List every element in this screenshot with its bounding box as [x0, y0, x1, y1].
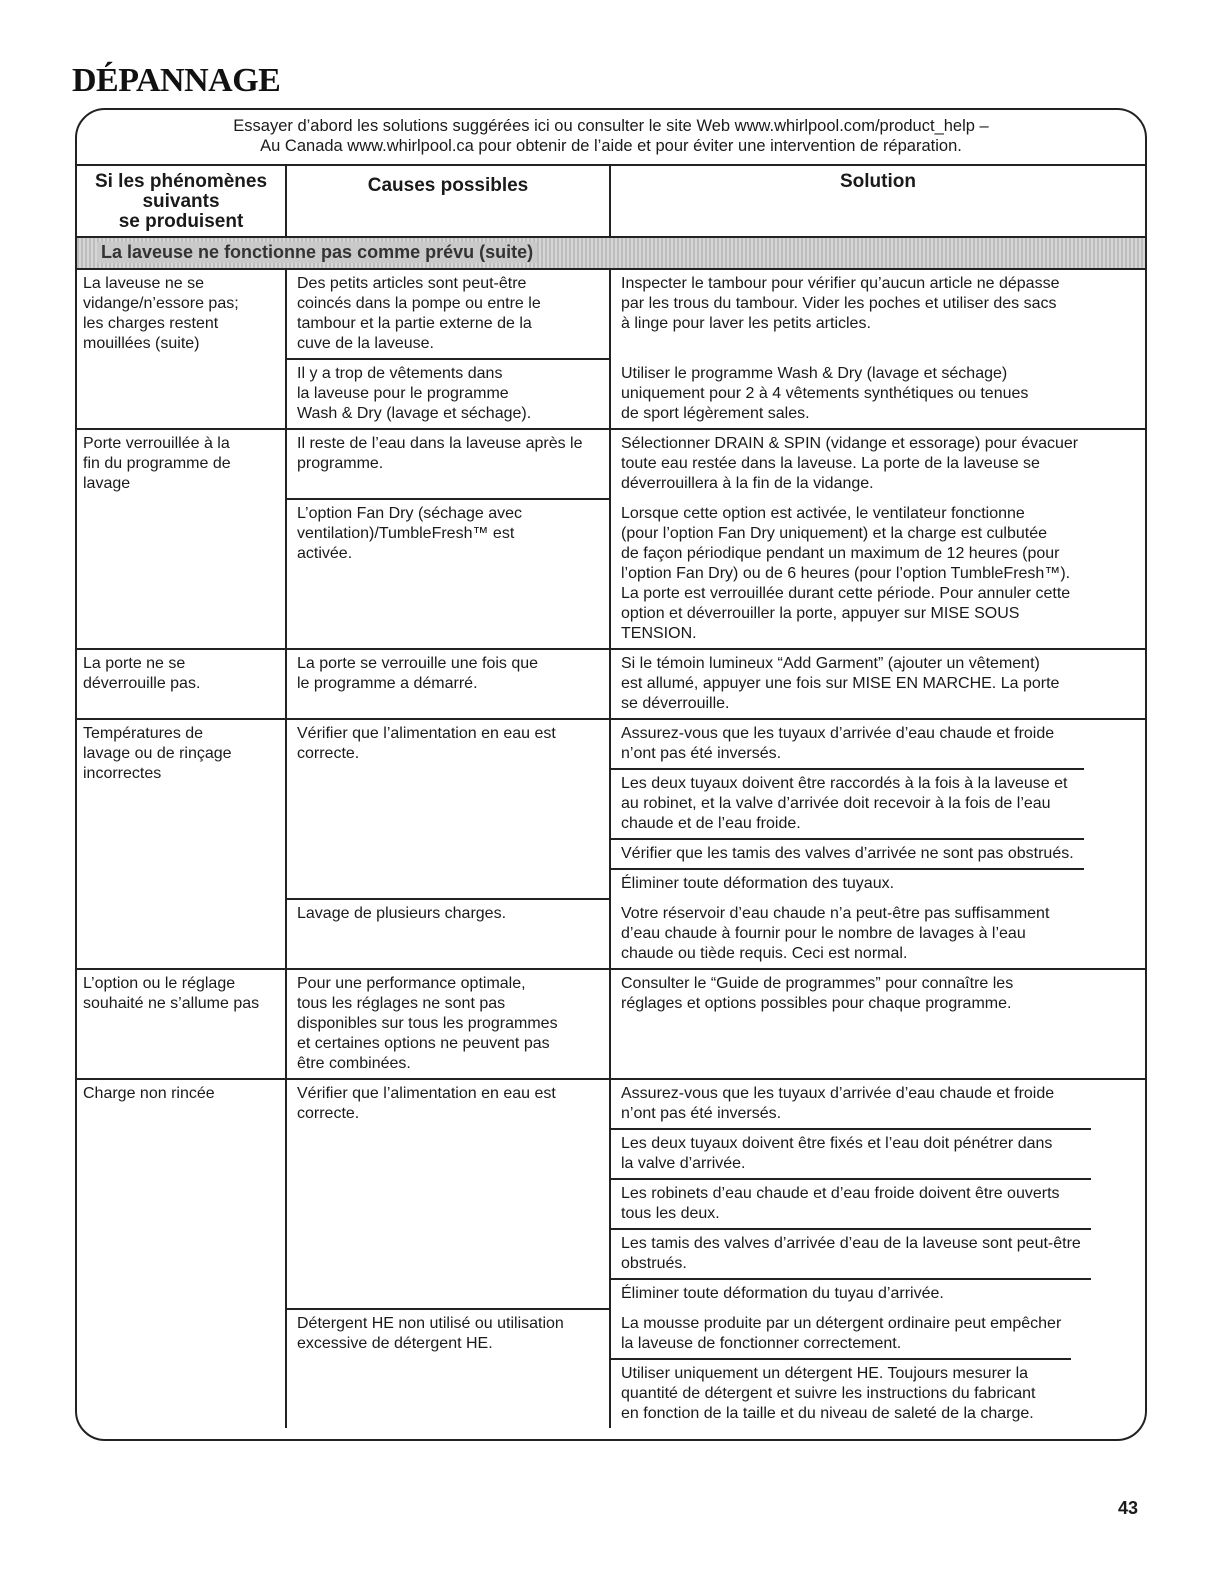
cause-cell — [287, 1080, 611, 1308]
symptom-line: Charge non rincée — [83, 1085, 215, 1102]
solution-line: l’option Fan Dry) ou de 6 heures (pour l’option TumbleFresh™). — [621, 565, 1071, 582]
cause-cell — [287, 430, 611, 498]
solution-cell — [611, 650, 1069, 718]
solution-cell — [611, 720, 1084, 770]
section-heading: La laveuse ne fonctionne pas comme prévu (suite) — [97, 242, 537, 263]
cause-solution-group — [287, 270, 1060, 428]
solution-line: déverrouillera à la fin de la vidange. — [621, 475, 874, 492]
header-solution: Solution — [611, 166, 1145, 238]
cause-line: coincés dans la pompe ou entre le — [297, 295, 541, 312]
cause-solution-group — [287, 720, 1074, 968]
header-symptoms — [77, 166, 287, 238]
table-row — [77, 720, 1145, 970]
cause-cell — [287, 1310, 611, 1428]
cause-line: La porte se verrouille une fois que — [297, 655, 539, 672]
table-row — [77, 1080, 1145, 1428]
solution-line: de façon périodique pendant un maximum de 12 heures (pour — [621, 545, 1060, 562]
solution-group — [611, 360, 1038, 428]
solution-line: se déverrouille. — [621, 695, 730, 712]
symptom-cell — [77, 970, 287, 1078]
solution-cell — [611, 500, 1080, 648]
cause-line: Il reste de l’eau dans la laveuse après le — [297, 435, 583, 452]
solution-line: tous les deux. — [621, 1205, 720, 1222]
solution-cell — [611, 970, 1023, 1018]
cause-cell — [287, 650, 611, 718]
solution-line: en fonction de la taille et du niveau de saleté de la charge. — [621, 1405, 1034, 1422]
cause-row — [287, 1080, 1081, 1310]
cause-line: Vérifier que l’alimentation en eau est — [297, 1085, 556, 1102]
solution-line: Les tamis des valves d’arrivée d’eau de la laveuse sont peut-être — [621, 1235, 1081, 1252]
solution-group — [611, 430, 1088, 498]
cause-line: excessive de détergent HE. — [297, 1335, 493, 1352]
solution-line: uniquement pour 2 à 4 vêtements synthétiques ou tenues — [621, 385, 1029, 402]
cause-row — [287, 270, 1060, 360]
solution-line: Vérifier que les tamis des valves d’arrivée ne sont pas obstrués. — [621, 845, 1074, 862]
solution-group — [611, 970, 1023, 1078]
solution-line: n’ont pas été inversés. — [621, 1105, 782, 1122]
cause-line: tambour et la partie externe de la — [297, 315, 532, 332]
table-row — [77, 270, 1145, 430]
table-body — [77, 270, 1145, 1428]
cause-line: tous les réglages ne sont pas — [297, 995, 506, 1012]
cause-line: L’option Fan Dry (séchage avec — [297, 505, 523, 522]
solution-line: La mousse produite par un détergent ordinaire peut empêcher — [621, 1315, 1062, 1332]
solution-line: (pour l’option Fan Dry uniquement) et la charge est culbutée — [621, 525, 1048, 542]
cause-row — [287, 1310, 1062, 1428]
cause-row — [287, 430, 1079, 500]
cause-line: Détergent HE non utilisé ou utilisation — [297, 1315, 564, 1332]
solution-group — [611, 650, 1069, 718]
cause-line: être combinées. — [297, 1055, 411, 1072]
cause-line: Wash & Dry (lavage et séchage). — [297, 405, 532, 422]
cause-line: Des petits articles sont peut-être — [297, 275, 527, 292]
solution-line: option et déverrouiller la porte, appuyer sur MISE SOUS — [621, 605, 1020, 622]
cause-line: programme. — [297, 455, 384, 472]
solution-cell — [611, 1310, 1071, 1360]
symptom-cell — [77, 430, 287, 648]
solution-line: la laveuse de fonctionner correctement. — [621, 1335, 902, 1352]
cause-cell — [287, 720, 611, 898]
solution-line: Assurez-vous que les tuyaux d’arrivée d’eau chaude et froide — [621, 1085, 1055, 1102]
header-symptoms-line: Si les phénomènes — [94, 171, 268, 192]
symptom-line: La laveuse ne se — [83, 275, 204, 292]
solution-cell — [611, 1280, 1091, 1308]
solution-line: Lorsque cette option est activée, le ventilateur fonctionne — [621, 505, 1025, 522]
intro-line: Essayer d’abord les solutions suggérées ici ou consulter le site Web www.whirlpool.com/product_help – — [233, 117, 989, 135]
solution-line: Si le témoin lumineux “Add Garment” (ajouter un vêtement) — [621, 655, 1040, 672]
cause-solution-group — [287, 650, 1060, 718]
symptom-line: déverrouille pas. — [83, 675, 201, 692]
solution-line: TENSION. — [621, 625, 697, 642]
symptom-line: mouillées (suite) — [83, 335, 200, 352]
symptom-cell — [77, 650, 287, 718]
symptom-line: incorrectes — [83, 765, 162, 782]
solution-line: Inspecter le tambour pour vérifier qu’aucun article ne dépasse — [621, 275, 1060, 292]
solution-cell — [611, 840, 1084, 870]
solution-line: chaude ou tiède requis. Ceci est normal. — [621, 945, 908, 962]
cause-cell — [287, 500, 611, 648]
solution-line: Assurez-vous que les tuyaux d’arrivée d’eau chaude et froide — [621, 725, 1055, 742]
cause-line: activée. — [297, 545, 353, 562]
symptom-line: fin du programme de — [83, 455, 231, 472]
solution-cell — [611, 1080, 1091, 1130]
section-heading-bar — [77, 238, 1145, 270]
cause-line: correcte. — [297, 745, 360, 762]
solution-cell — [611, 430, 1088, 498]
cause-row — [287, 900, 1050, 968]
solution-line: Les deux tuyaux doivent être raccordés à la fois à la laveuse et — [621, 775, 1068, 792]
solution-line: à linge pour laver les petits articles. — [621, 315, 871, 332]
solution-group — [611, 500, 1080, 648]
solution-group — [611, 1310, 1071, 1428]
cause-line: correcte. — [297, 1105, 360, 1122]
solution-line: Utiliser uniquement un détergent HE. Toujours mesurer la — [621, 1365, 1029, 1382]
troubleshooting-frame — [75, 108, 1147, 1441]
cause-row — [287, 650, 1060, 718]
solution-line: Les robinets d’eau chaude et d’eau froide doivent être ouverts — [621, 1185, 1060, 1202]
solution-line: quantité de détergent et suivre les instructions du fabricant — [621, 1385, 1036, 1402]
symptom-cell — [77, 270, 287, 428]
solution-line: Les deux tuyaux doivent être fixés et l’eau doit pénétrer dans — [621, 1135, 1053, 1152]
solution-line: Votre réservoir d’eau chaude n’a peut-être pas suffisamment — [621, 905, 1050, 922]
solution-line: Éliminer toute déformation des tuyaux. — [621, 875, 895, 892]
cause-cell — [287, 900, 611, 968]
cause-cell — [287, 360, 611, 428]
cause-line: Vérifier que l’alimentation en eau est — [297, 725, 556, 742]
solution-cell — [611, 900, 1059, 968]
solution-line: La porte est verrouillée durant cette période. Pour annuler cette — [621, 585, 1071, 602]
table-header — [77, 166, 1145, 238]
solution-line: par les trous du tambour. Vider les poches et utiliser des sacs — [621, 295, 1057, 312]
cause-line: Pour une performance optimale, — [297, 975, 526, 992]
header-symptoms-line: suivants — [142, 191, 220, 212]
cause-solution-group — [287, 430, 1079, 648]
intro-text — [77, 110, 1145, 166]
cause-row — [287, 970, 1014, 1078]
page-number: 43 — [1118, 1498, 1139, 1518]
symptom-line: La porte ne se — [83, 655, 186, 672]
cause-cell — [287, 970, 611, 1078]
symptom-line: les charges restent — [83, 315, 219, 332]
solution-group — [611, 900, 1059, 968]
solution-group — [611, 720, 1084, 898]
solution-line: toute eau restée dans la laveuse. La porte de la laveuse se — [621, 455, 1040, 472]
symptom-line: L’option ou le réglage — [83, 975, 236, 992]
solution-line: Utiliser le programme Wash & Dry (lavage et séchage) — [621, 365, 1008, 382]
symptom-line: Températures de — [83, 725, 204, 742]
symptom-line: lavage ou de rinçage — [83, 745, 232, 762]
symptom-line: vidange/n’essore pas; — [83, 295, 239, 312]
solution-line: chaude et de l’eau froide. — [621, 815, 801, 832]
cause-line: cuve de la laveuse. — [297, 335, 434, 352]
header-causes: Causes possibles — [287, 166, 611, 238]
header-symptoms-line: se produisent — [118, 211, 244, 232]
solution-cell — [611, 360, 1038, 428]
cause-row — [287, 360, 1029, 428]
cause-line: Il y a trop de vêtements dans — [297, 365, 503, 382]
cause-line: disponibles sur tous les programmes — [297, 1015, 558, 1032]
cause-line: Lavage de plusieurs charges. — [297, 905, 507, 922]
solution-line: réglages et options possibles pour chaque programme. — [621, 995, 1012, 1012]
solution-line: est allumé, appuyer une fois sur MISE EN MARCHE. La porte — [621, 675, 1060, 692]
solution-cell — [611, 1130, 1091, 1180]
solution-line: n’ont pas été inversés. — [621, 745, 782, 762]
solution-line: d’eau chaude à fournir pour le nombre de lavages à l’eau — [621, 925, 1026, 942]
solution-cell — [611, 770, 1084, 840]
table-row — [77, 970, 1145, 1080]
solution-line: au robinet, et la valve d’arrivée doit recevoir à la fois de l’eau — [621, 795, 1051, 812]
cause-solution-group — [287, 1080, 1081, 1428]
solution-line: Consulter le “Guide de programmes” pour connaître les — [621, 975, 1014, 992]
symptom-line: Porte verrouillée à la — [83, 435, 230, 452]
solution-group — [611, 270, 1069, 358]
cause-cell — [287, 270, 611, 358]
solution-cell — [611, 1180, 1091, 1230]
solution-line: la valve d’arrivée. — [621, 1155, 746, 1172]
solution-cell — [611, 1230, 1091, 1280]
cause-row — [287, 720, 1074, 900]
cause-row — [287, 500, 1071, 648]
symptom-cell — [77, 1080, 287, 1428]
solution-line: Sélectionner DRAIN & SPIN (vidange et essorage) pour évacuer — [621, 435, 1079, 452]
symptom-cell — [77, 720, 287, 968]
symptom-line: souhaité ne s’allume pas — [83, 995, 260, 1012]
table-row — [77, 650, 1145, 720]
cause-solution-group — [287, 970, 1014, 1078]
symptom-line: lavage — [83, 475, 131, 492]
cause-line: le programme a démarré. — [297, 675, 478, 692]
solution-cell — [611, 1360, 1071, 1428]
cause-line: la laveuse pour le programme — [297, 385, 509, 402]
table-row — [77, 430, 1145, 650]
cause-line: ventilation)/TumbleFresh™ est — [297, 525, 515, 542]
cause-line: et certaines options ne peuvent pas — [297, 1035, 550, 1052]
solution-cell — [611, 270, 1069, 338]
intro-line: Au Canada www.whirlpool.ca pour obtenir de l’aide et pour éviter une intervention de réparation. — [260, 137, 962, 155]
page-title: DÉPANNAGE — [72, 62, 281, 99]
solution-line: obstrués. — [621, 1255, 687, 1272]
solution-line: de sport légèrement sales. — [621, 405, 810, 422]
solution-group — [611, 1080, 1091, 1308]
solution-cell — [611, 870, 1084, 898]
solution-line: Éliminer toute déformation du tuyau d’arrivée. — [621, 1285, 944, 1302]
